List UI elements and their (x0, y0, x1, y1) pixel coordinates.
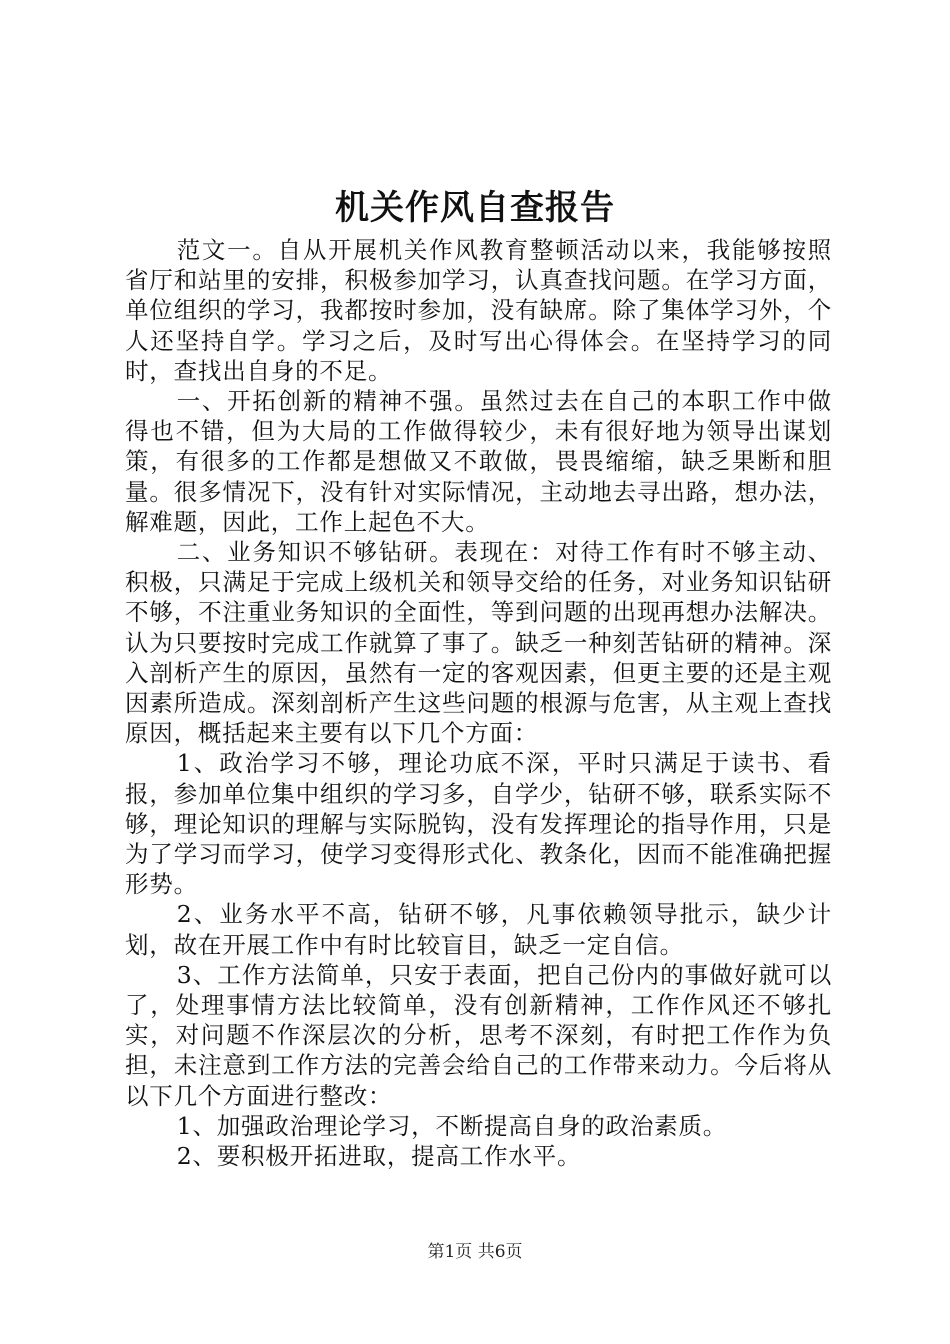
paragraph-rectify-2: 2、要积极开拓进取，提高工作水平。 (176, 1142, 582, 1171)
paragraph-intro: 范文一。自从开展机关作风教育整顿活动以来，我能够按照省厅和站里的安排，积极参加学习，认真查找问题。在学习方面，单位组织的学习，我都按时参加，没有缺席。除了集体学习外，个人还坚持自学。学习之后，及时写出心得体会。在坚持学习的同时，查找出自身的不足。 (125, 236, 832, 385)
document-body (125, 235, 832, 1171)
page-number: 第1页 共6页 (427, 1242, 523, 1262)
paragraph-cause-2: 2、业务水平不高，钻研不够，凡事依赖领导批示，缺少计划，故在开展工作中有时比较盲目，缺乏一定自信。 (125, 900, 832, 959)
paragraph-section-2: 二、业务知识不够钻研。表现在：对待工作有时不够主动、积极，只满足于完成上级机关和领导交给的任务，对业务知识钻研不够，不注重业务知识的全面性，等到问题的出现再想办法解决。认为只要按时完成工作就算了事了。缺乏一种刻苦钻研的精神。深入剖析产生的原因，虽然有一定的客观因素，但更主要的还是主观因素所造成。深刻剖析产生这些问题的根源与危害，从主观上查找原因，概括起来主要有以下几个方面： (125, 538, 832, 748)
paragraph-cause-1: 1、政治学习不够，理论功底不深，平时只满足于读书、看报，参加单位集中组织的学习多，自学少，钻研不够，联系实际不够，理论知识的理解与实际脱钩，没有发挥理论的指导作用，只是为了学习而学习，使学习变得形式化、教条化，因而不能准确把握形势。 (125, 749, 832, 899)
paragraph-cause-3: 3、工作方法简单，只安于表面，把自己份内的事做好就可以了，处理事情方法比较简单，没有创新精神，工作作风还不够扎实，对问题不作深层次的分析，思考不深刻，有时把工作作为负担，未注意到工作方法的完善会给自己的工作带来动力。今后将从以下几个方面进行整改： (125, 960, 832, 1110)
paragraph-rectify-1: 1、加强政治理论学习，不断提高自身的政治素质。 (176, 1111, 728, 1140)
paragraph-section-1: 一、开拓创新的精神不强。虽然过去在自己的本职工作中做得也不错，但为大局的工作做得较少，未有很好地为领导出谋划策，有很多的工作都是想做又不敢做，畏畏缩缩，缺乏果断和胆量。很多情况下，没有针对实际情况，主动地去寻出路，想办法，解难题，因此，工作上起色不大。 (125, 387, 832, 536)
document-title: 机关作风自查报告 (335, 188, 615, 228)
